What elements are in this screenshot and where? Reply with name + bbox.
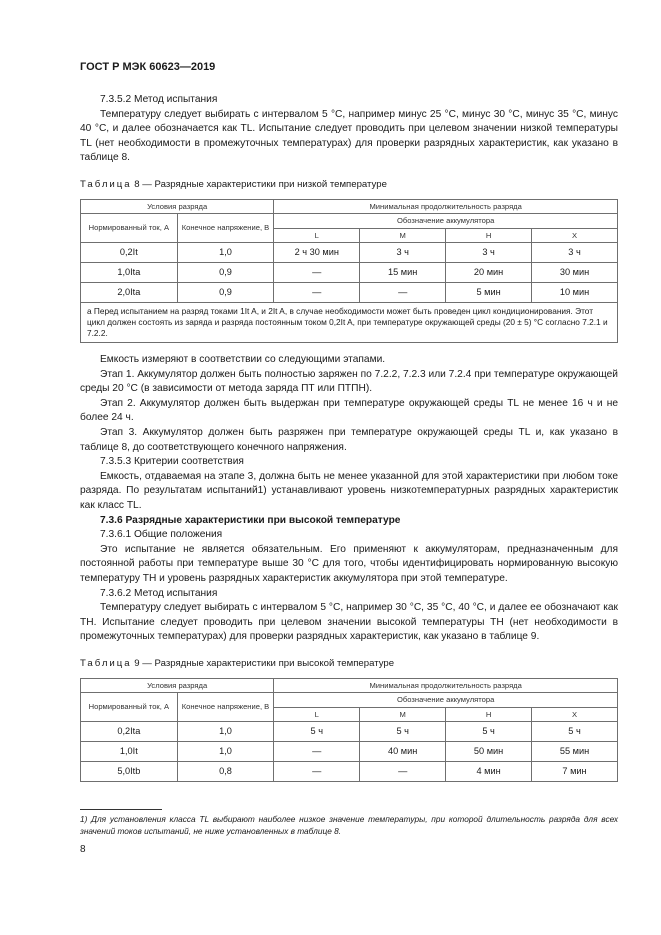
table-cell: 3 ч — [360, 243, 446, 263]
table-cell: 5 ч — [446, 722, 532, 742]
page-header: ГОСТ Р МЭК 60623—2019 — [80, 61, 216, 73]
table-cell: 7 мин — [532, 762, 618, 782]
paragraph: Этап 3. Аккумулятор должен быть разряжен при температуре окружающей среды TL и, как указано в таблице 8, до соответствующего конечного напряжения. — [80, 427, 618, 453]
table-row — [81, 283, 618, 303]
table-cell: 5 ч — [274, 722, 360, 742]
section-heading-7-3-6-2: 7.3.6.2 Метод испытания — [100, 587, 218, 599]
table-row — [81, 762, 618, 782]
table-9 — [80, 678, 618, 783]
header-designation: Обозначение аккумулятора — [274, 693, 618, 708]
table8-footnote: a Перед испытанием на разряд токами 1It A, и 2It A, в случае необходимости может быть проведен цикл кондиционирования. Этот цикл должен состоять из заряда и разряда постоянным током 0,2It A, при температуре окружающей среды (20 ± 5) °С согласно 7.2.1 и 7.2.2. — [81, 303, 618, 343]
table9-caption — [80, 657, 618, 672]
table-cell: 0,9 — [177, 283, 274, 303]
table-cell: — — [274, 263, 360, 283]
table-cell: 1,0Ita — [81, 263, 178, 283]
header-voltage: Конечное напряжение, В — [177, 214, 274, 243]
table-cell: — — [274, 283, 360, 303]
header-conditions: Условия разряда — [81, 678, 274, 693]
table-cell: 30 мин — [532, 263, 618, 283]
table-row — [81, 243, 618, 263]
table-cell: 1,0 — [177, 722, 274, 742]
header-type-h: H — [446, 707, 532, 722]
paragraph: Этап 1. Аккумулятор должен быть полностью заряжен по 7.2.2, 7.2.3 или 7.2.4 при температуре окружающей среды 20 °С (в зависимости от метода заряда ПТ или ПТПН). — [80, 368, 618, 395]
table-cell: — — [274, 762, 360, 782]
table-cell: 10 мин — [532, 283, 618, 303]
header-voltage: Конечное напряжение, В — [177, 693, 274, 722]
table-cell: 20 мин — [446, 263, 532, 283]
table-cell: 5 ч — [532, 722, 618, 742]
table8-caption-word: Таблица — [80, 178, 132, 190]
paragraph: Емкость измеряют в соответствии со следующими этапами. — [100, 354, 386, 366]
header-type-h: H — [446, 228, 532, 243]
page-number: 8 — [80, 844, 86, 855]
table-cell: 1,0 — [177, 742, 274, 762]
table-cell: 4 мин — [446, 762, 532, 782]
header-current: Нормированный ток, А — [81, 693, 178, 722]
header-type-x: X — [532, 707, 618, 722]
table-cell: 1,0It — [81, 742, 178, 762]
table-cell: 3 ч — [446, 243, 532, 263]
table-cell: 5 ч — [360, 722, 446, 742]
table8-caption-text: 8 — Разрядные характеристики при низкой температуре — [134, 178, 387, 190]
table-cell: 0,2Ita — [81, 722, 178, 742]
header-duration: Минимальная продолжительность разряда — [274, 199, 618, 214]
header-type-l: L — [274, 707, 360, 722]
table-cell: 5 мин — [446, 283, 532, 303]
section-heading-7-3-6-1: 7.3.6.1 Общие положения — [100, 529, 223, 541]
header-type-l: L — [274, 228, 360, 243]
paragraph: Емкость, отдаваемая на этапе 3, должна быть не менее указанной для этой характеристики при любом токе разряда. По результатам испытаний1) устанавливают уровень низкотемпературных разрядных характеристик как класс TL. — [80, 470, 618, 511]
table-cell: — — [360, 762, 446, 782]
header-type-x: X — [532, 228, 618, 243]
header-type-m: M — [360, 707, 446, 722]
table-cell: 50 мин — [446, 742, 532, 762]
header-designation: Обозначение аккумулятора — [274, 214, 618, 229]
table-cell: 0,8 — [177, 762, 274, 782]
section-heading-7-3-6: 7.3.6 Разрядные характеристики при высокой температуре — [100, 514, 401, 526]
table-cell: 40 мин — [360, 742, 446, 762]
table-cell: 55 мин — [532, 742, 618, 762]
section-heading-7-3-5-3: 7.3.5.3 Критерии соответствия — [100, 456, 244, 468]
table-row — [81, 722, 618, 742]
table-cell: 1,0 — [177, 243, 274, 263]
table-row — [81, 742, 618, 762]
paragraph: Температуру следует выбирать с интервалом 5 °С, например минус 25 °С, минус 30 °С, минус 35 °С, минус 40 °С, и далее обозначается как TL. Испытание следует проводить при целевом значении низкой температуры TL (нет необходимости в промежуточных температурах) для проверки разрядных характеристик, как указано в таблице 8. — [80, 108, 618, 164]
table-cell: 3 ч — [532, 243, 618, 263]
header-conditions: Условия разряда — [81, 199, 274, 214]
table9-caption-word: Таблица — [80, 657, 132, 669]
table-row — [81, 263, 618, 283]
header-current: Нормированный ток, А — [81, 214, 178, 243]
table-cell: 5,0Itb — [81, 762, 178, 782]
table-cell: 15 мин — [360, 263, 446, 283]
table-cell: — — [274, 742, 360, 762]
footnote-1: 1) Для установления класса TL выбирают наиболее низкое значение температуры, при которой длительность разряда для всех значений токов испытаний, не ниже установленных в таблице 8. — [80, 814, 618, 836]
table9-caption-text: 9 — Разрядные характеристики при высокой температуре — [134, 657, 395, 669]
page-content — [80, 93, 618, 782]
paragraph: Этап 2. Аккумулятор должен быть выдержан при температуре окружающей среды TL не менее 16 ч и не более 24 ч. — [80, 397, 618, 424]
header-duration: Минимальная продолжительность разряда — [274, 678, 618, 693]
paragraph: Температуру следует выбирать с интервалом 5 °С, например 30 °С, 35 °С, 40 °С, и далее ее обозначают как TH. Испытание следует проводить при целевом значении высокой температуры TH (нет необходимости в промежуточных температурах) для проверки разрядных характеристик, как указано в таблице 9. — [80, 602, 618, 643]
table-cell: — — [360, 283, 446, 303]
paragraph: Это испытание не является обязательным. Его применяют к аккумуляторам, предназначенным для постоянной работы при температуре выше 30 °С для того, чтобы идентифицировать нормированную высокую температуру TH и уровень разрядных характеристик аккумулятора при этой температуре. — [80, 543, 618, 584]
section-heading-7-3-5-2: 7.3.5.2 Метод испытания — [100, 94, 218, 105]
footnote-divider — [80, 809, 162, 810]
header-type-m: M — [360, 228, 446, 243]
table-8 — [80, 199, 618, 344]
table-cell: 2,0Ita — [81, 283, 178, 303]
table-cell: 0,2It — [81, 243, 178, 263]
table8-caption — [80, 178, 618, 193]
table-cell: 0,9 — [177, 263, 274, 283]
table-cell: 2 ч 30 мин — [274, 243, 360, 263]
